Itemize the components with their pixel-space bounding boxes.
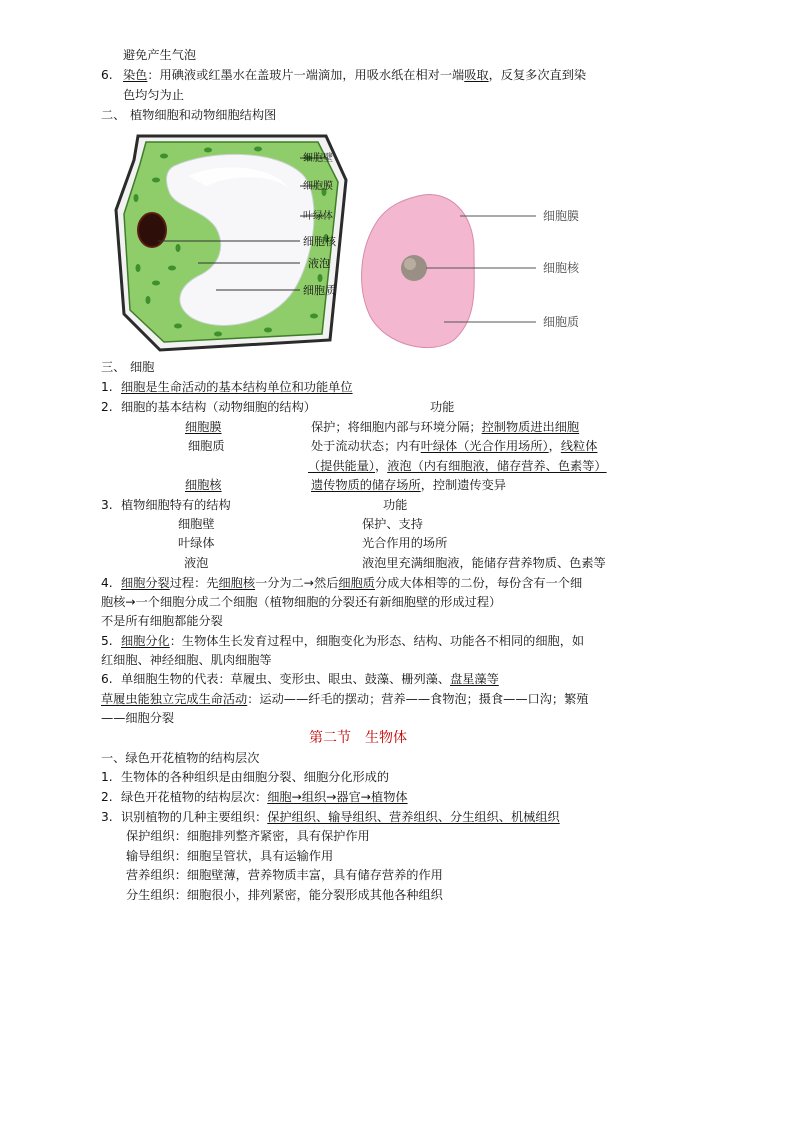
text-run: 一分为二→然后 — [255, 576, 339, 590]
text-line — [121, 574, 582, 592]
text-line: 细胞的基本结构（动物细胞的结构） — [121, 400, 316, 414]
list-number: 1. — [101, 380, 113, 394]
text-line: 红细胞、神经细胞、肌肉细胞等 — [101, 653, 272, 667]
section-title: 植物细胞和动物细胞结构图 — [130, 108, 277, 122]
text-line — [308, 457, 607, 475]
tissue-nutritive: 营养组织：细胞壁薄，营养物质丰富，具有储存营养的作用 — [126, 868, 443, 882]
text-run: 绿色开花植物的结构层次： — [121, 790, 268, 804]
underlined-term: 吸取 — [464, 68, 489, 82]
section-number: 二、 — [101, 108, 126, 122]
underlined-term: 染色 — [123, 68, 148, 82]
section-number: 三、 — [101, 360, 126, 374]
text-run: ， — [548, 439, 561, 453]
text-line: 胞核→一个细胞分成二个细胞（植物细胞的分裂还有新细胞壁的形成过程） — [101, 595, 502, 609]
text-run: 过程：先 — [169, 576, 219, 590]
text-line: ——细胞分裂 — [101, 711, 175, 725]
text-run: 分成大体相等的二份，每份含有一个细 — [374, 576, 583, 590]
underlined-term: 盘星藻等 — [450, 672, 499, 686]
term-cytoplasm: 细胞质 — [188, 439, 225, 453]
plant-label-nucleus: 细胞核 — [303, 235, 336, 248]
underlined-term: 线粒体 — [560, 439, 598, 453]
underlined-term: 控制物质进出细胞 — [481, 420, 580, 434]
text-run: ：用碘液或红墨水在盖玻片一端滴加，用吸水纸在相对一端 — [147, 68, 465, 82]
subsection-title: 一、绿色开花植物的结构层次 — [101, 751, 260, 765]
plant-label-cytoplasm: 细胞质 — [303, 284, 336, 297]
underlined-term: 液泡（内有细胞液，储存营养、色素等） — [387, 459, 607, 473]
text-run: 保护；将细胞内部与环境分隔； — [311, 420, 482, 434]
text-run: ，反复多次直到染 — [488, 68, 587, 82]
underlined-term: （提供能量） — [308, 459, 376, 473]
term-cell-wall: 细胞壁 — [178, 517, 215, 531]
text-line — [311, 437, 597, 455]
list-number: 6. — [101, 68, 113, 82]
text-line — [121, 670, 499, 688]
list-number: 3. — [101, 498, 113, 512]
animal-cell-diagram — [356, 188, 546, 354]
text-run: 识别植物的几种主要组织： — [121, 810, 268, 824]
list-number: 2. — [101, 400, 113, 414]
text-run: ：运动——纤毛的摆动；营养——食物泡；摄食——口沟；繁殖 — [247, 692, 589, 706]
text-line: 液泡里充满细胞液，能储存营养物质、色素等 — [362, 556, 606, 570]
text-line — [123, 66, 586, 84]
underlined-term: 叶绿体（光合作用场所） — [420, 439, 549, 453]
text-line: 不是所有细胞都能分裂 — [101, 614, 223, 628]
text-line — [101, 690, 589, 708]
underlined-term: 细胞质 — [338, 576, 375, 590]
term-cell-membrane: 细胞膜 — [185, 420, 222, 434]
plant-label-vacuole: 液泡 — [308, 257, 330, 270]
text-line: 光合作用的场所 — [362, 536, 448, 550]
plant-label-cell-wall: 细胞壁 — [303, 153, 333, 164]
term-vacuole: 液泡 — [184, 556, 209, 570]
underlined-term: 细胞→组织→器官→植物体 — [267, 790, 408, 804]
text-line: 细胞是生命活动的基本结构单位和功能单位 — [121, 380, 353, 394]
tissue-conductive: 输导组织：细胞呈管状，具有运输作用 — [126, 849, 334, 863]
list-number: 3. — [101, 810, 113, 824]
underlined-term: 遗传物质的储存场所 — [311, 478, 421, 492]
term-chloroplast: 叶绿体 — [178, 536, 215, 550]
underlined-term: 细胞分裂 — [121, 576, 170, 590]
text-run: ，控制遗传变异 — [420, 478, 506, 492]
underlined-term: 细胞分化 — [121, 634, 170, 648]
list-number: 6. — [101, 672, 113, 686]
text-line — [121, 632, 584, 650]
section-heading: 第二节 生物体 — [309, 730, 407, 746]
tissue-meristematic: 分生组织：细胞很小，排列紧密，能分裂形成其他各种组织 — [126, 888, 443, 902]
plant-label-cell-membrane: 细胞膜 — [303, 181, 333, 192]
section-title: 细胞 — [130, 360, 155, 374]
plant-label-chloroplast: 叶绿体 — [303, 211, 333, 222]
nucleus-shape — [138, 213, 166, 247]
nucleus-highlight — [404, 258, 416, 270]
text-line: 避免产生气泡 — [123, 48, 197, 62]
animal-label-cytoplasm: 细胞质 — [543, 315, 580, 329]
text-line: 植物细胞特有的结构 — [121, 498, 231, 512]
text-run: 处于流动状态；内有 — [311, 439, 421, 453]
text-run: ：生物体生长发育过程中，细胞变化为形态、结构、功能各不相同的细胞，如 — [169, 634, 585, 648]
text-line: 色均匀为止 — [123, 88, 184, 102]
text-line — [311, 476, 506, 494]
underlined-term: 细胞核 — [218, 576, 256, 590]
text-run: ， — [375, 459, 388, 473]
list-number: 4. — [101, 576, 113, 590]
underlined-term: 保护组织、输导组织、营养组织、分生组织、机械组织 — [267, 810, 560, 824]
list-number: 2. — [101, 790, 113, 804]
text-run: 单细胞生物的代表：草履虫、变形虫、眼虫、鼓藻、栅列藻、 — [121, 672, 451, 686]
animal-label-membrane: 细胞膜 — [543, 209, 580, 223]
tissue-protective: 保护组织：细胞排列整齐紧密，具有保护作用 — [126, 829, 370, 843]
text-line — [121, 808, 560, 826]
term-nucleus: 细胞核 — [185, 478, 222, 492]
text-line: 保护、支持 — [362, 517, 423, 531]
column-header: 功能 — [430, 400, 455, 414]
text-line — [121, 788, 408, 806]
underlined-term: 草履虫能独立完成生命活动 — [101, 692, 248, 706]
animal-label-nucleus: 细胞核 — [543, 261, 580, 275]
list-number: 1. — [101, 770, 113, 784]
text-line: 生物体的各种组织是由细胞分裂、细胞分化形成的 — [121, 770, 390, 784]
text-line — [311, 418, 579, 436]
column-header: 功能 — [383, 498, 408, 512]
list-number: 5. — [101, 634, 113, 648]
